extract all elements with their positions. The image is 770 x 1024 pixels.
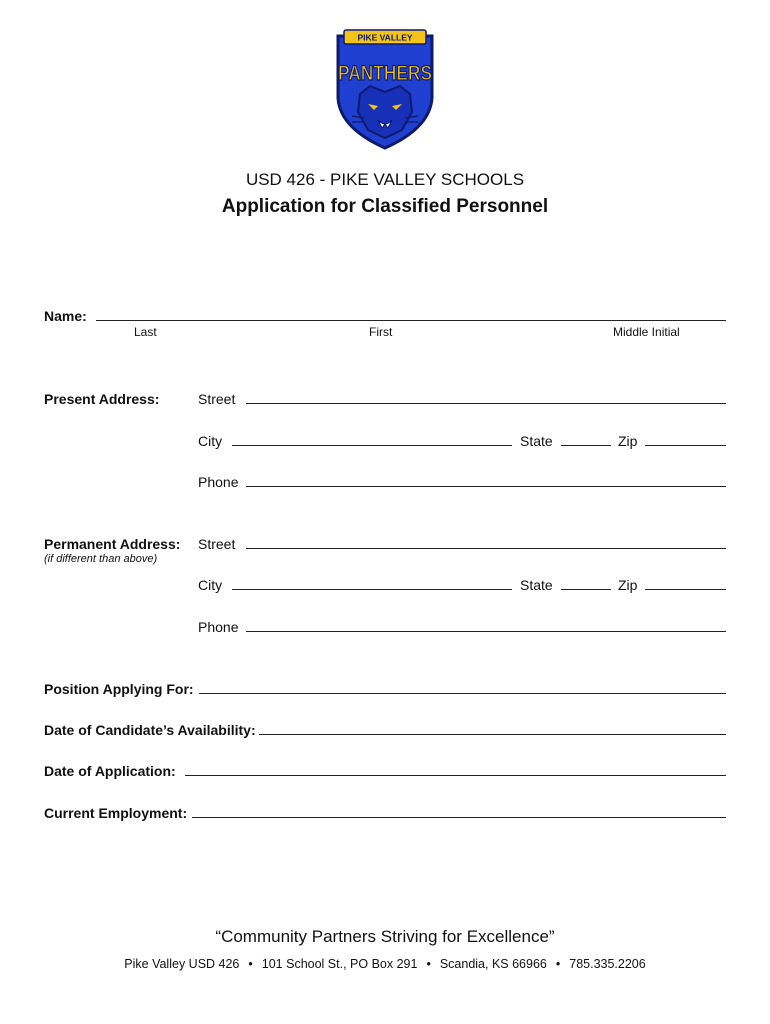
- street-address: 101 School St., PO Box 291: [261, 957, 418, 971]
- present-zip-label: Zip: [618, 433, 638, 449]
- present-street-field[interactable]: [246, 403, 726, 404]
- permanent-state-field[interactable]: [561, 589, 611, 590]
- permanent-phone-field[interactable]: [246, 631, 726, 632]
- org-name: Pike Valley USD 426: [124, 957, 240, 971]
- pike-valley-panthers-logo: [330, 28, 440, 150]
- name-label: Name:: [44, 308, 87, 324]
- position-label: Position Applying For:: [44, 681, 194, 697]
- permanent-address-note: (if different than above): [44, 553, 158, 565]
- svg-text:PANTHERS: PANTHERS: [338, 62, 432, 85]
- permanent-city-label: City: [198, 577, 223, 593]
- application-date-field[interactable]: [185, 775, 726, 776]
- separator: •: [248, 957, 253, 971]
- present-city-field[interactable]: [232, 445, 512, 446]
- present-zip-field[interactable]: [645, 445, 726, 446]
- position-field[interactable]: [199, 693, 726, 694]
- first-name-caption: First: [369, 325, 393, 339]
- name-field-line[interactable]: [96, 320, 726, 321]
- middle-initial-caption: Middle Initial: [613, 325, 680, 339]
- permanent-state-label: State: [520, 577, 553, 593]
- permanent-street-field[interactable]: [246, 548, 726, 549]
- separator: •: [555, 957, 561, 971]
- permanent-street-label: Street: [198, 536, 236, 552]
- present-state-label: State: [520, 433, 553, 449]
- current-employment-field[interactable]: [192, 817, 726, 818]
- city-state-zip: Scandia, KS 66966: [439, 957, 547, 971]
- permanent-city-field[interactable]: [232, 589, 512, 590]
- availability-label: Date of Candidate’s Availability:: [44, 722, 256, 738]
- separator: •: [426, 957, 431, 971]
- permanent-zip-field[interactable]: [645, 589, 726, 590]
- motto: “Community Partners Striving for Excellence”: [215, 927, 555, 946]
- present-street-label: Street: [198, 391, 236, 407]
- last-name-caption: Last: [134, 325, 157, 339]
- permanent-address-label: Permanent Address:: [44, 536, 181, 552]
- permanent-phone-label: Phone: [198, 619, 239, 635]
- availability-field[interactable]: [259, 734, 726, 735]
- permanent-zip-label: Zip: [618, 577, 638, 593]
- current-employment-label: Current Employment:: [44, 805, 188, 821]
- present-city-label: City: [198, 433, 223, 449]
- present-phone-field[interactable]: [246, 486, 726, 487]
- svg-text:PIKE VALLEY: PIKE VALLEY: [357, 32, 413, 43]
- present-phone-label: Phone: [198, 474, 239, 490]
- present-address-label: Present Address:: [44, 391, 160, 407]
- form-title: Application for Classified Personnel: [221, 196, 549, 217]
- contact-line: [0, 957, 770, 971]
- present-state-field[interactable]: [561, 445, 611, 446]
- phone-number: 785.335.2206: [569, 957, 646, 971]
- application-date-label: Date of Application:: [44, 763, 176, 779]
- school-name-heading: USD 426 - PIKE VALLEY SCHOOLS: [245, 170, 525, 189]
